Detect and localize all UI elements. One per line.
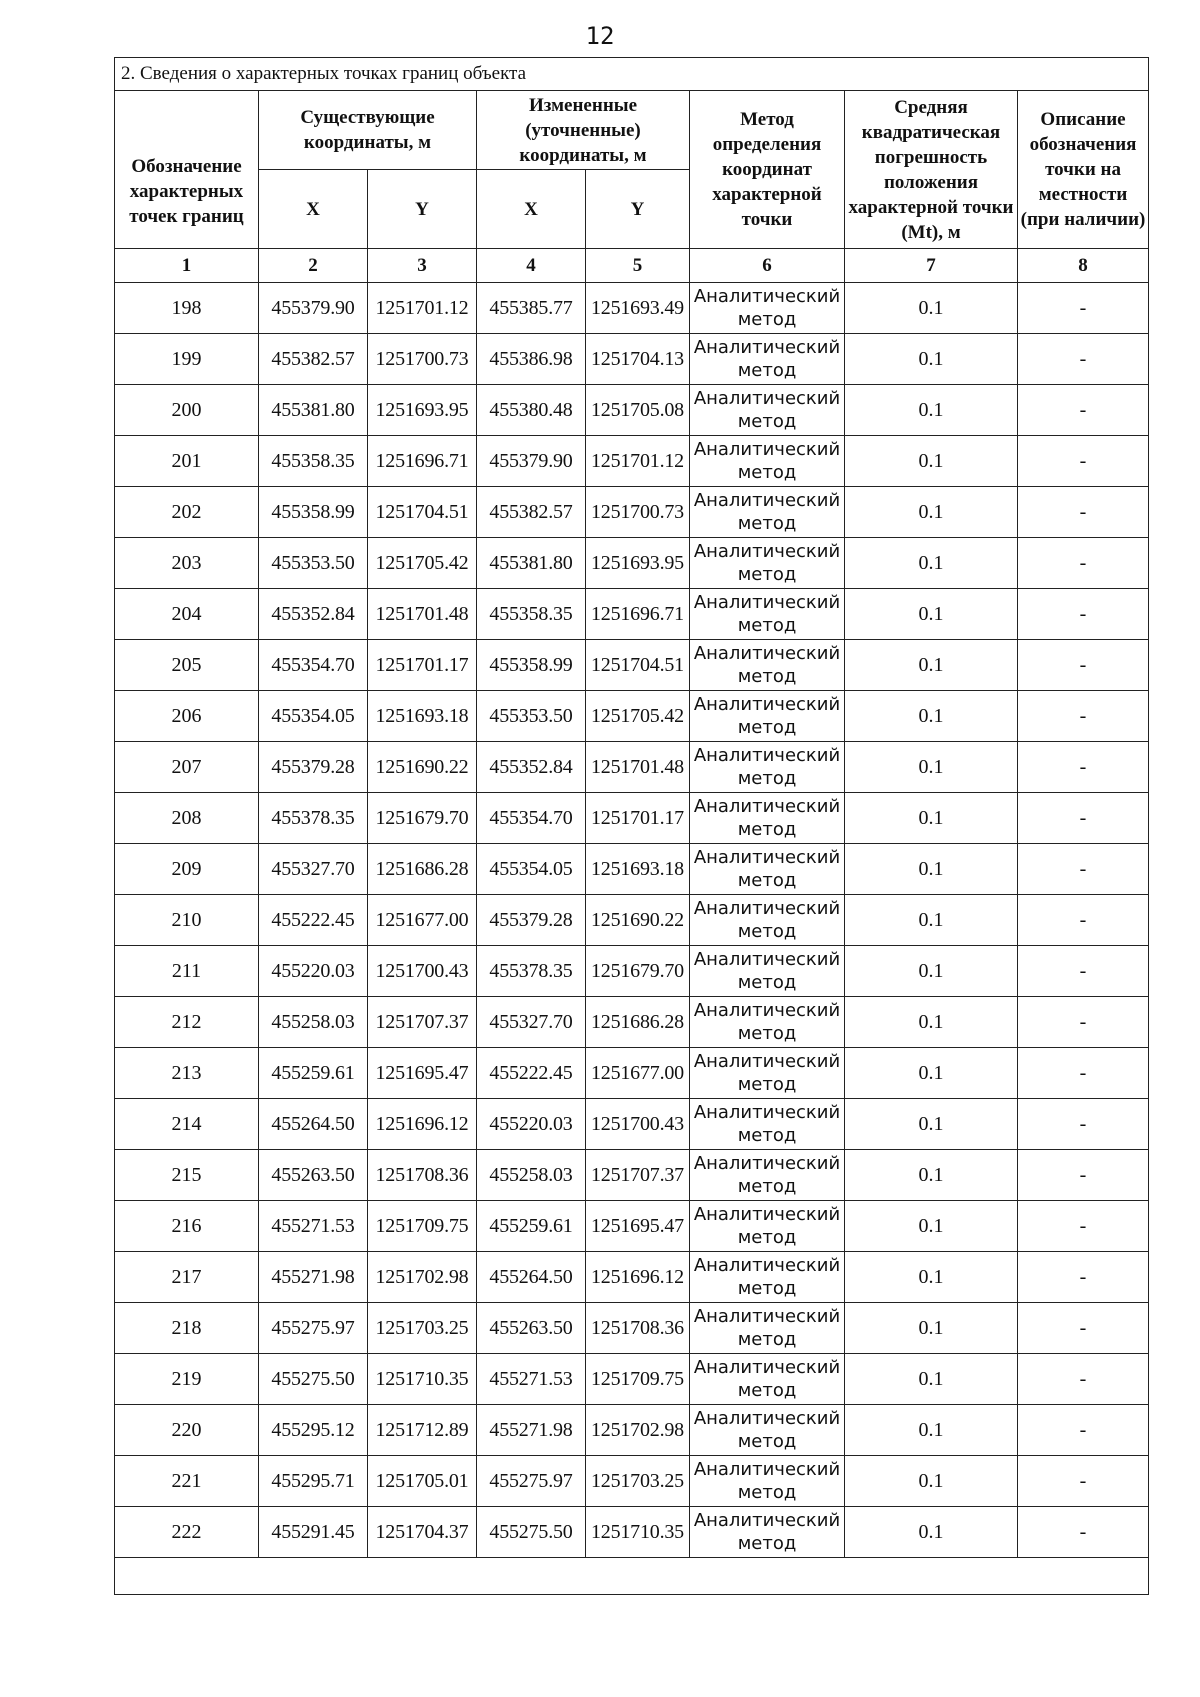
changed-y-cell: 1251701.48	[586, 742, 690, 793]
point-id-cell: 198	[115, 283, 259, 334]
existing-x-cell: 455259.61	[259, 1048, 368, 1099]
table-row	[115, 793, 1149, 844]
existing-x-cell: 455327.70	[259, 844, 368, 895]
table-row	[115, 1099, 1149, 1150]
changed-y-cell: 1251679.70	[586, 946, 690, 997]
changed-y-cell: 1251708.36	[586, 1303, 690, 1354]
existing-y-cell: 1251693.18	[368, 691, 477, 742]
existing-x-cell: 455354.70	[259, 640, 368, 691]
description-cell: -	[1018, 538, 1149, 589]
existing-y-cell: 1251705.01	[368, 1456, 477, 1507]
changed-y-cell: 1251696.71	[586, 589, 690, 640]
method-cell: Аналитический метод	[690, 844, 845, 895]
changed-x-cell: 455220.03	[477, 1099, 586, 1150]
error-cell: 0.1	[845, 1048, 1018, 1099]
method-cell: Аналитический метод	[690, 691, 845, 742]
method-cell: Аналитический метод	[690, 1048, 845, 1099]
point-id-cell: 217	[115, 1252, 259, 1303]
table-row	[115, 283, 1149, 334]
changed-x-cell: 455271.98	[477, 1405, 586, 1456]
existing-x-cell: 455275.97	[259, 1303, 368, 1354]
changed-y-cell: 1251693.18	[586, 844, 690, 895]
changed-y-cell: 1251705.08	[586, 385, 690, 436]
error-cell: 0.1	[845, 1507, 1018, 1558]
error-cell: 0.1	[845, 1405, 1018, 1456]
changed-x-cell: 455354.70	[477, 793, 586, 844]
changed-x-cell: 455263.50	[477, 1303, 586, 1354]
table-row	[115, 436, 1149, 487]
point-id-cell: 215	[115, 1150, 259, 1201]
description-cell: -	[1018, 640, 1149, 691]
changed-y-cell: 1251701.17	[586, 793, 690, 844]
existing-x-cell: 455222.45	[259, 895, 368, 946]
description-cell: -	[1018, 844, 1149, 895]
changed-y-cell: 1251702.98	[586, 1405, 690, 1456]
table-row	[115, 1456, 1149, 1507]
error-cell: 0.1	[845, 1303, 1018, 1354]
method-cell: Аналитический метод	[690, 793, 845, 844]
description-cell: -	[1018, 691, 1149, 742]
description-cell: -	[1018, 334, 1149, 385]
existing-y-cell: 1251696.71	[368, 436, 477, 487]
table-row	[115, 334, 1149, 385]
existing-y-cell: 1251701.12	[368, 283, 477, 334]
point-id-cell: 222	[115, 1507, 259, 1558]
empty-row	[115, 1558, 1149, 1595]
error-cell: 0.1	[845, 334, 1018, 385]
method-cell: Аналитический метод	[690, 589, 845, 640]
point-id-cell: 207	[115, 742, 259, 793]
existing-y-cell: 1251686.28	[368, 844, 477, 895]
changed-y-cell: 1251693.95	[586, 538, 690, 589]
error-cell: 0.1	[845, 1201, 1018, 1252]
table-row	[115, 538, 1149, 589]
changed-x-cell: 455358.35	[477, 589, 586, 640]
description-cell: -	[1018, 385, 1149, 436]
existing-y-cell: 1251696.12	[368, 1099, 477, 1150]
description-cell: -	[1018, 742, 1149, 793]
header-point-designation: Обозначение характерных точек границ	[115, 91, 259, 249]
existing-x-cell: 455358.35	[259, 436, 368, 487]
existing-y-cell: 1251703.25	[368, 1303, 477, 1354]
existing-x-cell: 455352.84	[259, 589, 368, 640]
method-cell: Аналитический метод	[690, 1507, 845, 1558]
description-cell: -	[1018, 997, 1149, 1048]
column-number: 2	[259, 249, 368, 283]
point-id-cell: 212	[115, 997, 259, 1048]
existing-y-cell: 1251705.42	[368, 538, 477, 589]
point-id-cell: 216	[115, 1201, 259, 1252]
changed-x-cell: 455382.57	[477, 487, 586, 538]
changed-x-cell: 455380.48	[477, 385, 586, 436]
method-cell: Аналитический метод	[690, 895, 845, 946]
point-id-cell: 204	[115, 589, 259, 640]
description-cell: -	[1018, 589, 1149, 640]
error-cell: 0.1	[845, 436, 1018, 487]
method-cell: Аналитический метод	[690, 742, 845, 793]
method-cell: Аналитический метод	[690, 538, 845, 589]
table-row	[115, 1405, 1149, 1456]
changed-y-cell: 1251700.43	[586, 1099, 690, 1150]
description-cell: -	[1018, 793, 1149, 844]
column-number: 3	[368, 249, 477, 283]
method-cell: Аналитический метод	[690, 1099, 845, 1150]
changed-y-cell: 1251704.51	[586, 640, 690, 691]
page-number: 12	[585, 22, 615, 50]
changed-y-cell: 1251693.49	[586, 283, 690, 334]
changed-x-cell: 455275.97	[477, 1456, 586, 1507]
point-id-cell: 199	[115, 334, 259, 385]
header-existing-x: X	[259, 170, 368, 249]
changed-x-cell: 455258.03	[477, 1150, 586, 1201]
column-numbers-row	[115, 249, 1149, 283]
table-row	[115, 844, 1149, 895]
method-cell: Аналитический метод	[690, 1303, 845, 1354]
changed-x-cell: 455385.77	[477, 283, 586, 334]
changed-x-cell: 455222.45	[477, 1048, 586, 1099]
description-cell: -	[1018, 1099, 1149, 1150]
existing-x-cell: 455382.57	[259, 334, 368, 385]
error-cell: 0.1	[845, 385, 1018, 436]
description-cell: -	[1018, 1405, 1149, 1456]
header-changed-coords: Измененные (уточненные) координаты, м	[477, 91, 690, 170]
changed-x-cell: 455386.98	[477, 334, 586, 385]
header-error: Средняя квадратическая погрешность положения характерной точки (Mt), м	[845, 91, 1018, 249]
existing-y-cell: 1251704.37	[368, 1507, 477, 1558]
existing-x-cell: 455275.50	[259, 1354, 368, 1405]
description-cell: -	[1018, 1252, 1149, 1303]
header-changed-y: Y	[586, 170, 690, 249]
error-cell: 0.1	[845, 997, 1018, 1048]
point-id-cell: 213	[115, 1048, 259, 1099]
error-cell: 0.1	[845, 946, 1018, 997]
existing-x-cell: 455264.50	[259, 1099, 368, 1150]
error-cell: 0.1	[845, 793, 1018, 844]
method-cell: Аналитический метод	[690, 436, 845, 487]
header-existing-y: Y	[368, 170, 477, 249]
existing-y-cell: 1251701.17	[368, 640, 477, 691]
header-changed-x: X	[477, 170, 586, 249]
existing-y-cell: 1251695.47	[368, 1048, 477, 1099]
description-cell: -	[1018, 1456, 1149, 1507]
column-number: 8	[1018, 249, 1149, 283]
header-description: Описание обозначения точки на местности (при наличии)	[1018, 91, 1149, 249]
changed-x-cell: 455379.28	[477, 895, 586, 946]
table-row	[115, 997, 1149, 1048]
column-number: 6	[690, 249, 845, 283]
existing-y-cell: 1251707.37	[368, 997, 477, 1048]
table-row	[115, 1150, 1149, 1201]
error-cell: 0.1	[845, 691, 1018, 742]
method-cell: Аналитический метод	[690, 487, 845, 538]
changed-x-cell: 455381.80	[477, 538, 586, 589]
changed-y-cell: 1251696.12	[586, 1252, 690, 1303]
description-cell: -	[1018, 1354, 1149, 1405]
changed-y-cell: 1251690.22	[586, 895, 690, 946]
table-row	[115, 895, 1149, 946]
header-method: Метод определения координат характерной точки	[690, 91, 845, 249]
description-cell: -	[1018, 1048, 1149, 1099]
table-row	[115, 640, 1149, 691]
table-row	[115, 1303, 1149, 1354]
table-row	[115, 1048, 1149, 1099]
table-row	[115, 1252, 1149, 1303]
header-existing-coords: Существующие координаты, м	[259, 91, 477, 170]
existing-y-cell: 1251690.22	[368, 742, 477, 793]
existing-x-cell: 455220.03	[259, 946, 368, 997]
changed-y-cell: 1251709.75	[586, 1354, 690, 1405]
points-table-body	[115, 283, 1149, 1558]
changed-x-cell: 455379.90	[477, 436, 586, 487]
error-cell: 0.1	[845, 1150, 1018, 1201]
existing-y-cell: 1251709.75	[368, 1201, 477, 1252]
changed-x-cell: 455354.05	[477, 844, 586, 895]
existing-y-cell: 1251700.73	[368, 334, 477, 385]
description-cell: -	[1018, 436, 1149, 487]
changed-x-cell: 455378.35	[477, 946, 586, 997]
empty-cell	[115, 1558, 1149, 1595]
table-row	[115, 946, 1149, 997]
error-cell: 0.1	[845, 283, 1018, 334]
table-row	[115, 1354, 1149, 1405]
existing-y-cell: 1251701.48	[368, 589, 477, 640]
existing-y-cell: 1251702.98	[368, 1252, 477, 1303]
table-row	[115, 1507, 1149, 1558]
point-id-cell: 201	[115, 436, 259, 487]
existing-x-cell: 455353.50	[259, 538, 368, 589]
existing-y-cell: 1251700.43	[368, 946, 477, 997]
method-cell: Аналитический метод	[690, 640, 845, 691]
existing-x-cell: 455295.71	[259, 1456, 368, 1507]
point-id-cell: 218	[115, 1303, 259, 1354]
point-id-cell: 202	[115, 487, 259, 538]
error-cell: 0.1	[845, 1252, 1018, 1303]
changed-y-cell: 1251686.28	[586, 997, 690, 1048]
existing-x-cell: 455358.99	[259, 487, 368, 538]
existing-y-cell: 1251710.35	[368, 1354, 477, 1405]
changed-x-cell: 455353.50	[477, 691, 586, 742]
changed-y-cell: 1251677.00	[586, 1048, 690, 1099]
method-cell: Аналитический метод	[690, 1456, 845, 1507]
method-cell: Аналитический метод	[690, 1150, 845, 1201]
point-id-cell: 219	[115, 1354, 259, 1405]
existing-x-cell: 455381.80	[259, 385, 368, 436]
method-cell: Аналитический метод	[690, 283, 845, 334]
point-id-cell: 206	[115, 691, 259, 742]
changed-y-cell: 1251707.37	[586, 1150, 690, 1201]
method-cell: Аналитический метод	[690, 997, 845, 1048]
point-id-cell: 211	[115, 946, 259, 997]
existing-x-cell: 455379.28	[259, 742, 368, 793]
changed-y-cell: 1251710.35	[586, 1507, 690, 1558]
method-cell: Аналитический метод	[690, 946, 845, 997]
existing-y-cell: 1251704.51	[368, 487, 477, 538]
changed-x-cell: 455358.99	[477, 640, 586, 691]
description-cell: -	[1018, 1150, 1149, 1201]
error-cell: 0.1	[845, 1456, 1018, 1507]
method-cell: Аналитический метод	[690, 1201, 845, 1252]
existing-x-cell: 455271.53	[259, 1201, 368, 1252]
description-cell: -	[1018, 487, 1149, 538]
description-cell: -	[1018, 946, 1149, 997]
existing-y-cell: 1251679.70	[368, 793, 477, 844]
description-cell: -	[1018, 1507, 1149, 1558]
method-cell: Аналитический метод	[690, 385, 845, 436]
description-cell: -	[1018, 1201, 1149, 1252]
point-id-cell: 208	[115, 793, 259, 844]
existing-y-cell: 1251677.00	[368, 895, 477, 946]
error-cell: 0.1	[845, 844, 1018, 895]
changed-x-cell: 455259.61	[477, 1201, 586, 1252]
changed-y-cell: 1251704.13	[586, 334, 690, 385]
existing-x-cell: 455291.45	[259, 1507, 368, 1558]
table-row	[115, 487, 1149, 538]
point-id-cell: 214	[115, 1099, 259, 1150]
table-row	[115, 385, 1149, 436]
changed-x-cell: 455264.50	[477, 1252, 586, 1303]
section-title: 2. Сведения о характерных точках границ объекта	[115, 58, 1149, 91]
existing-x-cell: 455263.50	[259, 1150, 368, 1201]
method-cell: Аналитический метод	[690, 1354, 845, 1405]
point-id-cell: 221	[115, 1456, 259, 1507]
changed-y-cell: 1251700.73	[586, 487, 690, 538]
point-id-cell: 209	[115, 844, 259, 895]
existing-y-cell: 1251708.36	[368, 1150, 477, 1201]
point-id-cell: 220	[115, 1405, 259, 1456]
description-cell: -	[1018, 1303, 1149, 1354]
existing-x-cell: 455354.05	[259, 691, 368, 742]
changed-y-cell: 1251695.47	[586, 1201, 690, 1252]
point-id-cell: 203	[115, 538, 259, 589]
existing-x-cell: 455258.03	[259, 997, 368, 1048]
table-row	[115, 1201, 1149, 1252]
table-row	[115, 589, 1149, 640]
changed-x-cell: 455275.50	[477, 1507, 586, 1558]
existing-x-cell: 455271.98	[259, 1252, 368, 1303]
boundary-points-table	[114, 57, 1149, 1595]
changed-y-cell: 1251701.12	[586, 436, 690, 487]
column-number: 5	[586, 249, 690, 283]
changed-x-cell: 455327.70	[477, 997, 586, 1048]
existing-x-cell: 455295.12	[259, 1405, 368, 1456]
changed-y-cell: 1251705.42	[586, 691, 690, 742]
method-cell: Аналитический метод	[690, 334, 845, 385]
column-number: 7	[845, 249, 1018, 283]
column-number: 4	[477, 249, 586, 283]
table-row	[115, 691, 1149, 742]
error-cell: 0.1	[845, 640, 1018, 691]
existing-x-cell: 455378.35	[259, 793, 368, 844]
method-cell: Аналитический метод	[690, 1405, 845, 1456]
description-cell: -	[1018, 895, 1149, 946]
point-id-cell: 205	[115, 640, 259, 691]
error-cell: 0.1	[845, 742, 1018, 793]
changed-x-cell: 455271.53	[477, 1354, 586, 1405]
error-cell: 0.1	[845, 895, 1018, 946]
column-number: 1	[115, 249, 259, 283]
changed-y-cell: 1251703.25	[586, 1456, 690, 1507]
changed-x-cell: 455352.84	[477, 742, 586, 793]
error-cell: 0.1	[845, 589, 1018, 640]
error-cell: 0.1	[845, 538, 1018, 589]
method-cell: Аналитический метод	[690, 1252, 845, 1303]
error-cell: 0.1	[845, 1354, 1018, 1405]
existing-y-cell: 1251712.89	[368, 1405, 477, 1456]
description-cell: -	[1018, 283, 1149, 334]
error-cell: 0.1	[845, 487, 1018, 538]
point-id-cell: 200	[115, 385, 259, 436]
table-row	[115, 742, 1149, 793]
existing-y-cell: 1251693.95	[368, 385, 477, 436]
error-cell: 0.1	[845, 1099, 1018, 1150]
point-id-cell: 210	[115, 895, 259, 946]
existing-x-cell: 455379.90	[259, 283, 368, 334]
